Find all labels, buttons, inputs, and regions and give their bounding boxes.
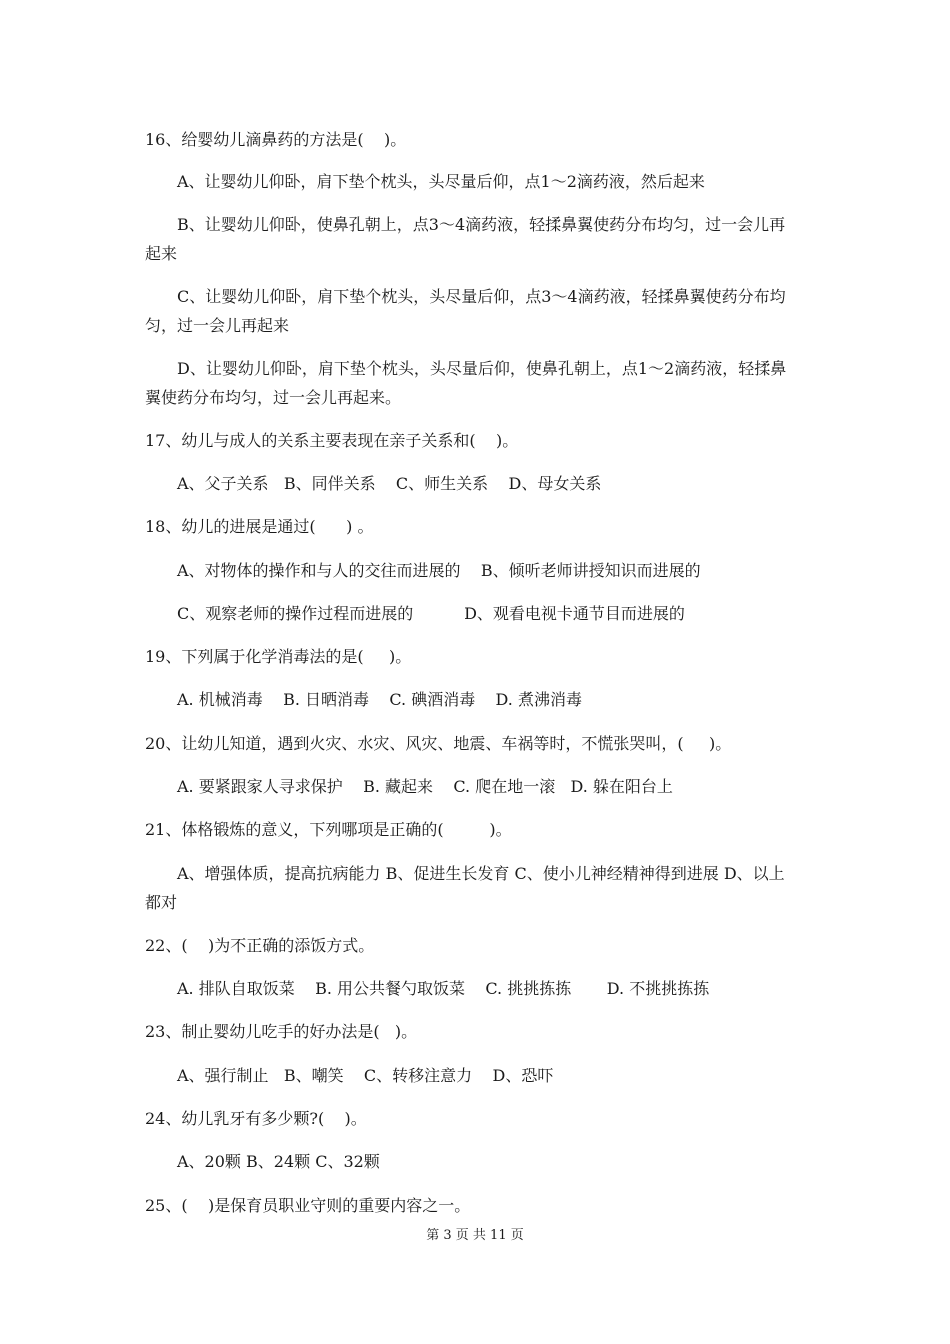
- question-19: 19、下列属于化学消毒法的是( )。: [145, 647, 412, 666]
- question-22: 22、( )为不正确的添饭方式。: [145, 936, 375, 955]
- question-21-options-cont: 都对: [145, 893, 178, 912]
- question-18-options-cd: C、观察老师的操作过程而进展的 D、观看电视卡通节目而进展的: [177, 604, 685, 623]
- question-16-option-d-cont: 翼使药分布均匀，过一会儿再起来。: [145, 388, 402, 407]
- question-24-options: A、20颗 B、24颗 C、32颗: [177, 1152, 380, 1171]
- question-25: 25、( )是保育员职业守则的重要内容之一。: [145, 1196, 471, 1215]
- question-16: 16、给婴幼儿滴鼻药的方法是( )。: [145, 130, 407, 149]
- question-23: 23、制止婴幼儿吃手的好办法是( )。: [145, 1022, 418, 1041]
- page-footer: 第 3 页 共 11 页: [426, 1228, 524, 1243]
- question-20-options: A. 要紧跟家人寻求保护 B. 藏起来 C. 爬在地一滚 D. 躲在阳台上: [177, 777, 673, 796]
- question-16-option-d: D、让婴幼儿仰卧，肩下垫个枕头，头尽量后仰，使鼻孔朝上，点1～2滴药液，轻揉鼻: [177, 359, 787, 378]
- question-18: 18、幼儿的进展是通过( ) 。: [145, 517, 374, 536]
- question-16-option-b: B、让婴幼儿仰卧，使鼻孔朝上，点3～4滴药液，轻揉鼻翼使药分布均匀，过一会儿再: [177, 215, 786, 234]
- question-17: 17、幼儿与成人的关系主要表现在亲子关系和( )。: [145, 431, 519, 450]
- question-19-options: A. 机械消毒 B. 日晒消毒 C. 碘酒消毒 D. 煮沸消毒: [177, 690, 582, 709]
- question-16-option-c: C、让婴幼儿仰卧，肩下垫个枕头，头尽量后仰，点3～4滴药液，轻揉鼻翼使药分布均: [177, 287, 786, 306]
- question-21: 21、体格锻炼的意义，下列哪项是正确的( )。: [145, 820, 512, 839]
- question-24: 24、幼儿乳牙有多少颗?( )。: [145, 1109, 367, 1128]
- question-22-options: A. 排队自取饭菜 B. 用公共餐勺取饭菜 C. 挑挑拣拣 D. 不挑挑拣拣: [177, 979, 710, 998]
- question-16-option-c-cont: 匀，过一会儿再起来: [145, 316, 290, 335]
- question-21-options: A、增强体质，提高抗病能力 B、促进生长发育 C、使小儿神经精神得到进展 D、以上: [177, 864, 785, 883]
- question-20: 20、让幼儿知道，遇到火灾、水灾、风灾、地震、车祸等时，不慌张哭叫，( )。: [145, 734, 732, 753]
- question-18-options-ab: A、对物体的操作和与人的交往而进展的 B、倾听老师讲授知识而进展的: [177, 561, 701, 580]
- question-16-option-b-cont: 起来: [145, 244, 178, 263]
- question-23-options: A、强行制止 B、嘲笑 C、转移注意力 D、恐吓: [177, 1066, 554, 1085]
- question-17-options: A、父子关系 B、同伴关系 C、师生关系 D、母女关系: [177, 474, 602, 493]
- question-16-option-a: A、让婴幼儿仰卧，肩下垫个枕头，头尽量后仰，点1～2滴药液，然后起来: [177, 172, 705, 191]
